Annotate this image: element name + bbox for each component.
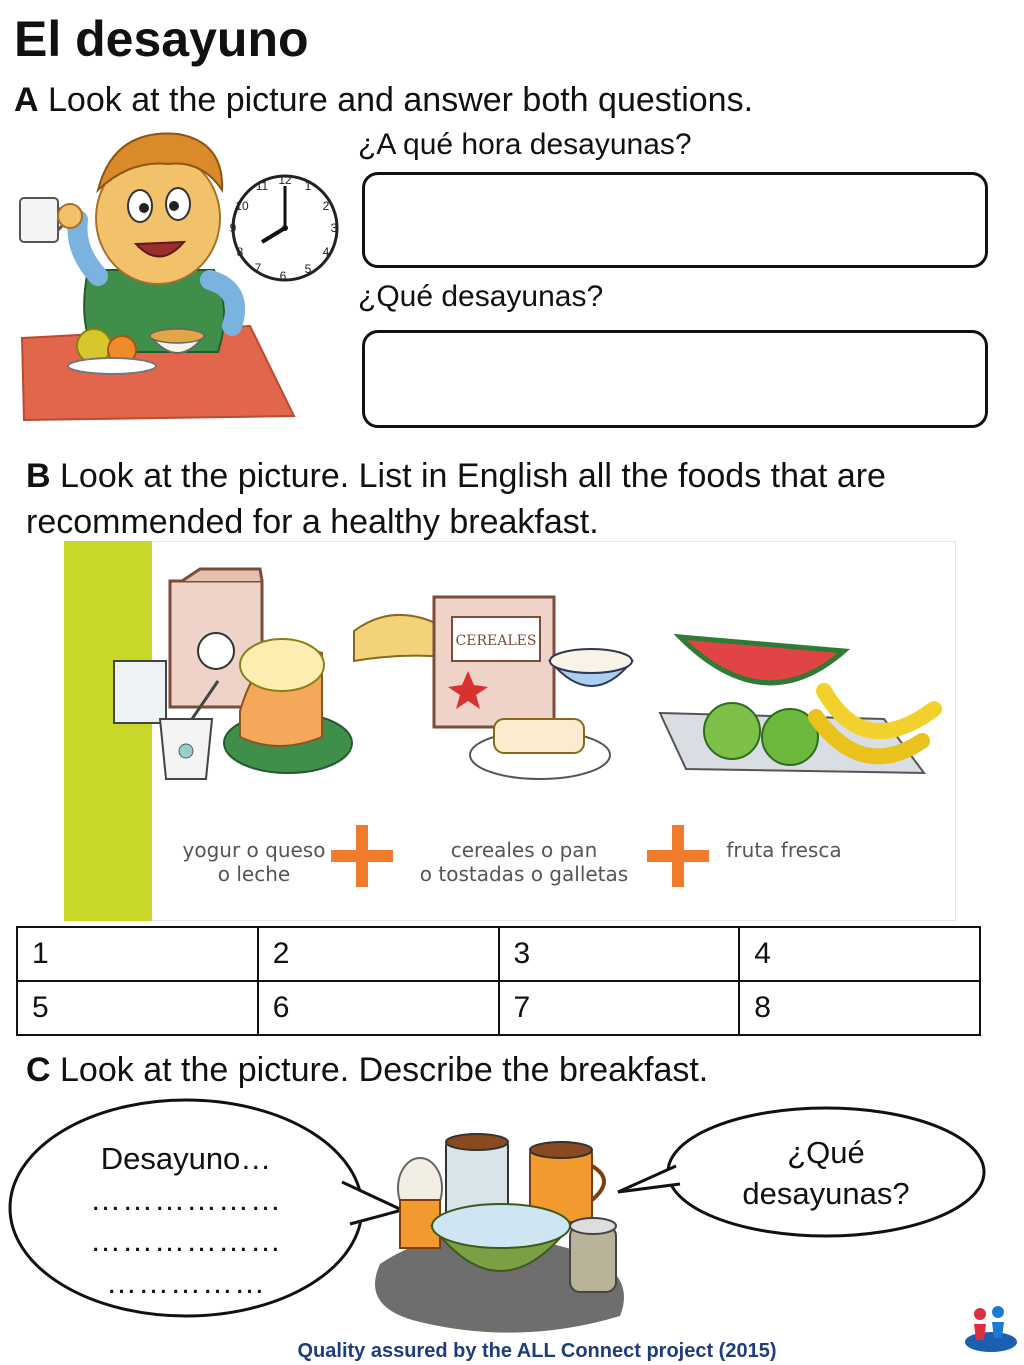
section-c-text: Look at the picture. Describe the breakfast. (60, 1051, 709, 1089)
grid-cell[interactable]: 8 (739, 981, 980, 1035)
section-c-letter: C (26, 1051, 51, 1089)
section-b-text-line2: recommended for a healthy breakfast. (26, 503, 599, 541)
grid-cell[interactable]: 1 (17, 927, 258, 981)
grid-cell[interactable]: 4 (739, 927, 980, 981)
footer-credit: Quality assured by the ALL Connect project (2015) (297, 1340, 777, 1362)
clock-number: 12 (278, 173, 292, 187)
food-label-fruit: fruta fresca (726, 838, 842, 862)
healthy-breakfast-picture (64, 541, 956, 921)
clock-number: 1 (304, 179, 312, 193)
section-b-instruction (26, 454, 886, 498)
table-row (17, 981, 980, 1035)
clock-number: 5 (304, 262, 312, 276)
right-bubble-text (690, 1132, 962, 1214)
clock-icon (230, 170, 342, 288)
section-b-letter: B (26, 457, 51, 495)
cereal-box-label: CEREALES (455, 633, 537, 649)
left-bubble-line: Desayuno… (100, 1141, 272, 1176)
left-bubble-line: ……………… (90, 1223, 282, 1259)
left-bubble-line: ……………… (90, 1182, 282, 1218)
left-bubble-text (36, 1138, 336, 1303)
section-c-instruction (26, 1048, 708, 1092)
question-breakfast-time: ¿A qué hora desayunas? (358, 128, 692, 161)
right-bubble-line: ¿Qué (787, 1135, 865, 1170)
clock-number: 8 (236, 245, 244, 259)
food-label-cereal-line2: o tostadas o galletas (419, 862, 629, 886)
left-bubble-line: …………… (106, 1264, 266, 1300)
grid-cell[interactable]: 3 (499, 927, 740, 981)
clock-number: 10 (235, 199, 249, 213)
table-row (17, 927, 980, 981)
clock-number: 11 (255, 179, 269, 193)
food-label-dairy-line2: o leche (217, 862, 291, 886)
clock-number: 7 (254, 261, 262, 275)
section-a-letter: A (14, 81, 39, 119)
section-a-text: Look at the picture and answer both questions. (48, 81, 754, 119)
clock-number: 6 (279, 269, 287, 283)
grid-cell[interactable]: 6 (258, 981, 499, 1035)
food-label-cereal-line1: cereales o pan (450, 838, 598, 862)
section-b-text-line1: Look at the picture. List in English all the foods that are (60, 457, 886, 495)
grid-cell[interactable]: 5 (17, 981, 258, 1035)
clock-number: 4 (322, 245, 330, 259)
answer-box-time[interactable] (362, 172, 988, 268)
answer-box-food[interactable] (362, 330, 988, 428)
answer-grid (16, 926, 981, 1036)
right-bubble-line: desayunas? (742, 1176, 910, 1212)
grid-cell[interactable]: 2 (258, 927, 499, 981)
question-what-breakfast: ¿Qué desayunas? (358, 280, 604, 313)
page-title: El desayuno (14, 11, 309, 67)
clock-number: 3 (330, 221, 338, 235)
food-label-dairy-line1: yogur o queso (182, 838, 326, 862)
clock-number: 2 (322, 199, 330, 213)
section-a-instruction (14, 78, 753, 122)
grid-cell[interactable]: 7 (499, 981, 740, 1035)
clock-number: 9 (230, 221, 237, 235)
